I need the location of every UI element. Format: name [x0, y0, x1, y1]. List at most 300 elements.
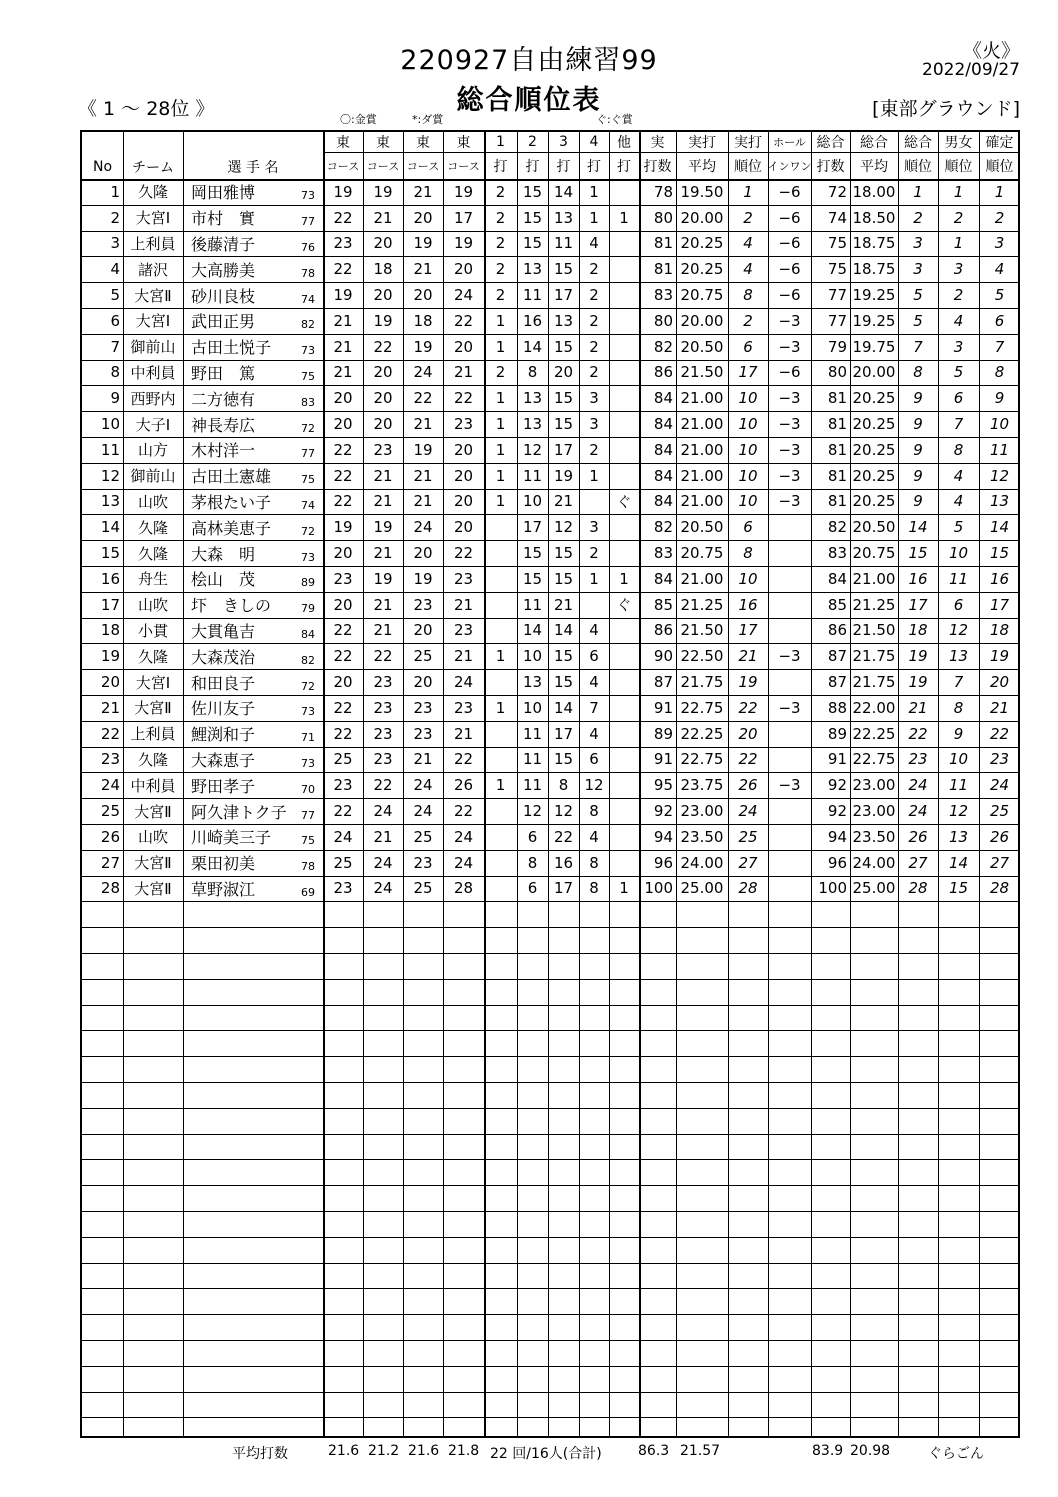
cell-actual-strokes: 91: [653, 698, 673, 717]
cell-age: 75: [301, 369, 315, 383]
cell-hole2: 13: [522, 260, 543, 279]
cell-team: 久隆: [137, 183, 168, 202]
cell-no: 20: [100, 673, 120, 692]
cell-team: 大宮Ⅱ: [134, 699, 172, 718]
header-gender-rank-bottom: 順位: [944, 158, 973, 175]
cell-total-average: 20.25: [852, 389, 896, 408]
cell-team: 山吹: [137, 596, 168, 615]
cell-actual-rank: 1: [743, 182, 753, 201]
cell-course2: 24: [373, 879, 393, 898]
cell-total-rank: 19: [908, 673, 928, 692]
cell-course2: 23: [373, 440, 393, 459]
cell-course4: 23: [453, 415, 474, 434]
cell-no: 2: [110, 208, 120, 227]
cell-course1: 21: [333, 363, 353, 382]
cell-total-rank: 9: [913, 440, 923, 459]
cell-course2: 20: [373, 286, 393, 305]
cell-hole2: 11: [522, 595, 543, 614]
cell-course4: 24: [453, 673, 474, 692]
cell-age: 72: [301, 524, 315, 538]
cell-other: [609, 824, 639, 850]
row-divider: [82, 1185, 1018, 1186]
cell-course3: 19: [413, 234, 433, 253]
header-hole4-top: 4: [589, 134, 599, 150]
cell-hole4: 8: [589, 853, 599, 872]
cell-total-average: 21.25: [852, 595, 896, 614]
cell-hole3: 17: [553, 440, 574, 459]
cell-course4: 24: [453, 827, 474, 846]
cell-course3: 21: [413, 182, 433, 201]
cell-player: 和田良子: [191, 673, 256, 693]
legend-gu: ぐ:ぐ賞: [596, 113, 633, 126]
cell-hole2: 15: [522, 234, 543, 253]
header-team: チーム: [132, 159, 174, 176]
cell-course2: 21: [373, 492, 393, 511]
cell-final-rank: 16: [989, 569, 1010, 588]
cell-age: 84: [301, 627, 315, 641]
cell-gender-rank: 10: [948, 544, 969, 563]
cell-age: 78: [301, 266, 315, 280]
cell-course2: 19: [373, 182, 393, 201]
cell-course1: 20: [333, 389, 353, 408]
cell-hole-in-one: [768, 876, 811, 902]
header-course4-top: 東: [456, 135, 471, 151]
footer-total-strokes-average: 83.9: [812, 1443, 844, 1459]
cell-final-rank: 25: [989, 802, 1010, 821]
cell-course2: 24: [373, 802, 393, 821]
cell-hole2: 14: [522, 337, 543, 356]
cell-total-rank: 3: [913, 234, 923, 253]
cell-course1: 22: [333, 260, 353, 279]
cell-actual-average: 24.00: [680, 853, 724, 872]
cell-team: 上利員: [130, 725, 176, 744]
cell-total-average: 20.25: [852, 440, 896, 459]
ranking-table: [80, 130, 1020, 1438]
cell-actual-rank: 20: [738, 724, 758, 743]
cell-course2: 23: [373, 698, 393, 717]
cell-total-average: 18.75: [852, 260, 896, 279]
cell-hole4: 2: [589, 311, 599, 330]
cell-total-strokes: 81: [827, 389, 847, 408]
cell-actual-rank: 2: [743, 311, 753, 330]
cell-hole-in-one: −6: [778, 286, 801, 305]
header-no: No: [92, 158, 113, 175]
cell-other: [609, 308, 639, 334]
cell-hole-in-one: −6: [778, 363, 801, 382]
cell-hole-in-one: −6: [778, 234, 801, 253]
cell-actual-strokes: 89: [653, 724, 673, 743]
cell-hole-in-one: −3: [778, 389, 801, 408]
header-total-strokes-top: 総合: [816, 135, 845, 151]
cell-other: [609, 437, 639, 463]
cell-hole3: 13: [553, 311, 574, 330]
cell-final-rank: 9: [994, 389, 1005, 408]
cell-age: 74: [301, 292, 315, 306]
cell-course4: 28: [453, 879, 474, 898]
cell-other: [609, 514, 639, 540]
cell-other: [609, 669, 639, 695]
cell-total-average: 21.50: [852, 621, 896, 640]
cell-team: 大子Ⅰ: [135, 415, 171, 434]
header-course4-bottom: コース: [447, 159, 480, 173]
cell-course4: 20: [453, 492, 474, 511]
cell-player: 佐川友子: [191, 699, 256, 719]
footer-averages: [0, 1443, 1058, 1463]
cell-course2: 21: [373, 595, 393, 614]
cell-hole-in-one: [768, 618, 811, 644]
cell-total-average: 21.75: [852, 647, 896, 666]
cell-total-rank: 5: [913, 286, 923, 305]
cell-total-average: 22.75: [852, 750, 896, 769]
cell-total-average: 20.00: [852, 363, 896, 382]
header-actual-rank-bottom: 順位: [734, 158, 762, 175]
cell-hole-in-one: [768, 798, 811, 824]
legend-da: *:ダ賞: [412, 113, 444, 126]
row-divider: [82, 1005, 1018, 1006]
cell-hole4: 7: [589, 698, 599, 717]
header-actual-rank-top: 実打: [734, 135, 762, 151]
cell-hole3: 14: [553, 621, 574, 640]
cell-actual-rank: 22: [738, 750, 758, 769]
cell-player: 茅根たい子: [191, 492, 272, 512]
row-divider: [82, 1340, 1018, 1341]
cell-actual-strokes: 78: [653, 182, 673, 201]
cell-gender-rank: 2: [953, 208, 964, 227]
cell-gender-rank: 13: [948, 647, 969, 666]
row-divider: [82, 1417, 1018, 1418]
cell-course3: 21: [413, 750, 433, 769]
cell-hole-in-one: [768, 721, 811, 747]
cell-no: 1: [110, 182, 120, 201]
cell-hole4: 1: [589, 569, 599, 588]
cell-course4: 19: [453, 182, 474, 201]
header-other-bottom: 打: [617, 158, 631, 175]
cell-hole1: 2: [495, 286, 506, 305]
cell-player: 木村洋一: [191, 441, 256, 461]
cell-total-strokes: 81: [827, 440, 847, 459]
cell-actual-strokes: 86: [653, 363, 673, 382]
cell-hole4: 6: [589, 647, 599, 666]
cell-hole2: 13: [522, 415, 543, 434]
row-divider: [82, 927, 1018, 928]
cell-actual-rank: 8: [743, 286, 753, 305]
cell-hole3: 19: [553, 466, 574, 485]
cell-other: [609, 282, 639, 308]
cell-course4: 20: [453, 518, 474, 537]
cell-course4: 20: [453, 440, 474, 459]
cell-hole4: 4: [589, 234, 599, 253]
cell-total-rank: 24: [908, 776, 928, 795]
cell-hole4: 1: [589, 182, 599, 201]
cell-hole-in-one: −3: [778, 698, 801, 717]
cell-total-strokes: 79: [827, 337, 847, 356]
cell-hole2: 14: [522, 621, 543, 640]
header-hole2-bottom: 打: [525, 158, 540, 175]
cell-hole1: [484, 824, 517, 850]
cell-actual-strokes: 83: [653, 544, 673, 563]
cell-course3: 21: [413, 260, 433, 279]
cell-actual-average: 20.50: [680, 337, 724, 356]
cell-total-average: 18.50: [852, 208, 896, 227]
header-hole1-bottom: 打: [493, 158, 508, 175]
cell-other: [609, 256, 639, 282]
cell-course1: 22: [333, 440, 353, 459]
cell-player: 大森茂治: [191, 647, 256, 667]
cell-hole4: 1: [589, 466, 599, 485]
cell-total-rank: 9: [913, 415, 923, 434]
cell-course2: 21: [373, 827, 393, 846]
cell-hole4: 4: [589, 621, 599, 640]
cell-course2: 20: [373, 234, 393, 253]
cell-player: 武田正男: [191, 312, 256, 332]
cell-age: 89: [301, 576, 315, 590]
cell-course3: 21: [413, 466, 433, 485]
cell-course2: 21: [373, 466, 393, 485]
cell-team: 久隆: [137, 544, 168, 563]
cell-hole3: 13: [553, 208, 574, 227]
cell-team: 西野内: [130, 389, 176, 408]
cell-course1: 22: [333, 724, 353, 743]
cell-no: 21: [100, 698, 120, 717]
cell-total-average: 23.00: [852, 776, 896, 795]
date-label: 2022/09/27: [922, 60, 1020, 80]
cell-other: [609, 231, 639, 257]
cell-actual-average: 22.25: [680, 724, 724, 743]
cell-course2: 19: [373, 518, 393, 537]
cell-course3: 20: [413, 673, 433, 692]
cell-player: 古田土憲雄: [191, 467, 272, 487]
header-gender-rank-top: 男女: [944, 135, 973, 151]
cell-total-average: 22.25: [852, 724, 896, 743]
cell-team: 中利員: [130, 363, 176, 382]
rank-range-label: 《 1 ～ 28位 》: [78, 98, 215, 120]
cell-actual-average: 21.25: [680, 595, 724, 614]
cell-no: 17: [100, 595, 120, 614]
cell-player: 栗田初美: [191, 854, 256, 874]
cell-actual-rank: 10: [738, 569, 758, 588]
cell-final-rank: 18: [989, 621, 1010, 640]
cell-team: 山吹: [137, 828, 168, 847]
cell-hole1: 2: [495, 234, 506, 253]
cell-final-rank: 6: [994, 311, 1005, 330]
cell-gender-rank: 11: [948, 776, 969, 795]
header-hole1-top: 1: [496, 134, 505, 150]
cell-hole2: 16: [522, 311, 543, 330]
cell-hole1: 2: [495, 363, 506, 382]
cell-hole2: 12: [522, 440, 543, 459]
cell-course4: 23: [453, 621, 474, 640]
cell-actual-average: 19.50: [680, 182, 724, 201]
cell-course4: 17: [453, 208, 474, 227]
cell-total-strokes: 77: [827, 286, 847, 305]
cell-team: 大宮Ⅰ: [135, 312, 171, 331]
cell-team: 御前山: [130, 467, 176, 486]
cell-course1: 21: [333, 337, 353, 356]
header-actual-strokes-bottom: 打数: [643, 158, 672, 175]
cell-actual-rank: 10: [738, 440, 758, 459]
cell-course2: 20: [373, 415, 393, 434]
cell-course4: 20: [453, 466, 474, 485]
cell-gender-rank: 1: [953, 182, 964, 201]
cell-age: 73: [301, 344, 315, 358]
cell-gender-rank: 5: [953, 518, 964, 537]
cell-hole2: 15: [522, 182, 543, 201]
cell-hole4: 12: [584, 776, 604, 795]
cell-age: 83: [301, 395, 315, 409]
cell-hole2: 13: [522, 673, 543, 692]
cell-total-rank: 3: [913, 260, 923, 279]
row-divider: [82, 901, 1018, 902]
cell-actual-rank: 22: [738, 698, 758, 717]
cell-total-rank: 8: [913, 363, 923, 382]
cell-actual-strokes: 92: [653, 802, 673, 821]
cell-no: 7: [110, 337, 120, 356]
cell-course4: 24: [453, 286, 474, 305]
cell-course1: 22: [333, 621, 353, 640]
cell-total-rank: 5: [913, 311, 923, 330]
cell-hole4: 2: [589, 260, 599, 279]
cell-age: 74: [301, 498, 315, 512]
cell-actual-strokes: 81: [653, 234, 673, 253]
cell-no: 9: [110, 389, 120, 408]
cell-course4: 21: [453, 363, 474, 382]
cell-total-rank: 9: [913, 492, 923, 511]
cell-course3: 19: [413, 337, 433, 356]
cell-actual-strokes: 94: [653, 827, 673, 846]
cell-hole4: 2: [589, 544, 599, 563]
cell-course1: 23: [333, 234, 353, 253]
cell-total-strokes: 81: [827, 492, 847, 511]
cell-final-rank: 14: [989, 518, 1010, 537]
cell-hole4: 2: [589, 363, 599, 382]
cell-actual-average: 21.00: [680, 466, 724, 485]
cell-age: 77: [301, 808, 315, 822]
cell-player: 高林美恵子: [191, 518, 272, 538]
cell-actual-rank: 8: [743, 544, 753, 563]
cell-course1: 20: [333, 415, 353, 434]
cell-course3: 21: [413, 415, 433, 434]
header-hole3-top: 3: [559, 134, 568, 150]
cell-actual-strokes: 84: [653, 415, 673, 434]
cell-team: 山吹: [137, 492, 168, 511]
cell-other: [609, 618, 639, 644]
cell-team: 大宮Ⅱ: [134, 286, 172, 305]
cell-age: 82: [301, 318, 315, 332]
cell-course3: 24: [413, 802, 433, 821]
row-divider: [82, 953, 1018, 954]
cell-other: [609, 798, 639, 824]
cell-other: [609, 385, 639, 411]
cell-course3: 20: [413, 621, 433, 640]
cell-final-rank: 15: [989, 544, 1010, 563]
cell-gender-rank: 4: [953, 492, 964, 511]
cell-course2: 19: [373, 311, 393, 330]
cell-hole3: 15: [553, 569, 574, 588]
cell-gender-rank: 2: [953, 286, 964, 305]
cell-total-strokes: 75: [827, 234, 847, 253]
row-divider: [82, 1030, 1018, 1031]
cell-hole3: 15: [553, 750, 574, 769]
cell-actual-strokes: 96: [653, 853, 673, 872]
cell-total-rank: 27: [908, 853, 928, 872]
cell-final-rank: 17: [989, 595, 1010, 614]
cell-hole-in-one: −3: [778, 311, 801, 330]
cell-hole-in-one: [768, 514, 811, 540]
cell-other: [609, 540, 639, 566]
cell-course1: 19: [333, 182, 353, 201]
cell-course2: 22: [373, 647, 393, 666]
cell-total-rank: 7: [913, 337, 923, 356]
cell-gender-rank: 10: [948, 750, 969, 769]
cell-gender-rank: 12: [948, 802, 969, 821]
header-course2-bottom: コース: [366, 159, 400, 173]
cell-no: 16: [100, 569, 120, 588]
cell-actual-strokes: 87: [653, 673, 673, 692]
cell-total-strokes: 83: [827, 544, 847, 563]
cell-player: 神長寿広: [191, 415, 256, 435]
header-final-rank-top: 確定: [985, 135, 1014, 151]
cell-course3: 23: [413, 698, 433, 717]
cell-total-average: 19.25: [852, 286, 896, 305]
cell-no: 15: [100, 544, 120, 563]
cell-actual-strokes: 80: [653, 208, 673, 227]
cell-total-strokes: 77: [827, 311, 847, 330]
cell-total-rank: 21: [908, 698, 928, 717]
cell-course2: 22: [373, 337, 393, 356]
cell-actual-average: 20.75: [680, 286, 724, 305]
cell-total-strokes: 100: [818, 879, 847, 898]
cell-total-strokes: 81: [827, 415, 847, 434]
cell-hole1: [484, 514, 517, 540]
cell-total-average: 20.25: [852, 415, 896, 434]
cell-hole2: 10: [522, 492, 543, 511]
cell-hole2: 12: [522, 802, 543, 821]
cell-team: 小貫: [137, 621, 168, 640]
cell-hole3: 15: [553, 260, 574, 279]
cell-course2: 21: [373, 544, 393, 563]
cell-player: 野田孝子: [191, 776, 256, 796]
cell-no: 14: [100, 518, 120, 537]
cell-course2: 23: [373, 750, 393, 769]
cell-actual-average: 20.25: [680, 234, 724, 253]
cell-total-rank: 24: [908, 802, 928, 821]
cell-course2: 22: [373, 776, 393, 795]
cell-hole3: 17: [553, 724, 574, 743]
row-divider: [82, 1237, 1018, 1238]
cell-hole-in-one: [768, 850, 811, 876]
row-divider: [82, 1056, 1018, 1057]
cell-hole3: 15: [553, 337, 574, 356]
cell-team: 舟生: [137, 570, 168, 589]
cell-hole3: 21: [553, 492, 574, 511]
cell-hole4: 6: [589, 750, 599, 769]
cell-course3: 24: [413, 363, 433, 382]
cell-team: 大宮Ⅱ: [134, 802, 172, 821]
cell-other: [609, 721, 639, 747]
cell-course4: 22: [453, 750, 474, 769]
cell-hole-in-one: [768, 824, 811, 850]
footer-course2-average: 21.2: [368, 1443, 400, 1459]
cell-course1: 24: [333, 827, 353, 846]
cell-actual-rank: 10: [738, 492, 758, 511]
cell-total-rank: 9: [913, 466, 923, 485]
cell-other: [609, 360, 639, 386]
cell-other: [609, 643, 639, 669]
header-total-rank-top: 総合: [904, 135, 932, 151]
cell-hole1: [484, 798, 517, 824]
cell-player: 砂川良枝: [191, 286, 256, 306]
cell-actual-average: 20.25: [680, 260, 724, 279]
